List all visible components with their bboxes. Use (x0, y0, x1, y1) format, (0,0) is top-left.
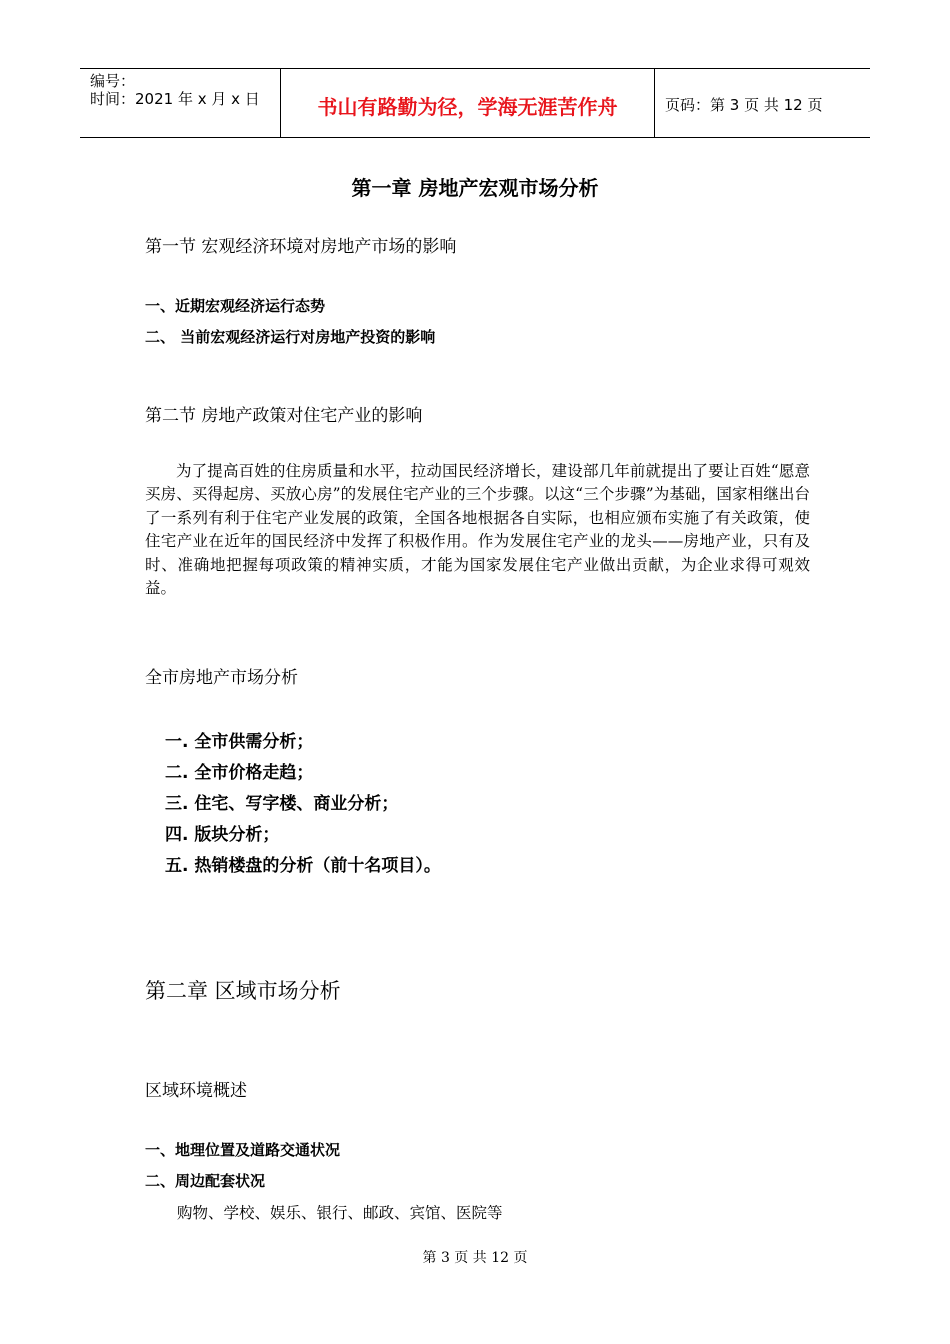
market-item-5: 五. 热销楼盘的分析（前十名项目）。 (165, 856, 441, 876)
chapter2-item-1: 一、地理位置及道路交通状况 (145, 1141, 341, 1159)
market-item-4: 四. 版块分析； (165, 825, 280, 845)
section2-title: 第二节 房地产政策对住宅产业的影响 (145, 406, 423, 426)
motto: 书山有路勤为径，学海无涯苦作舟 (317, 95, 618, 119)
market-item-1: 一. 全市供需分析； (165, 732, 314, 752)
chapter1-title: 第一章 房地产宏观市场分析 (351, 176, 599, 200)
policy-paragraph: 为了提高百姓的住房质量和水平，拉动国民经济增长，建设部几年前就提出了要让百姓“愿意买房、买得起房、买放心房”的发展住宅产业的三个步骤。以这“三个步骤”为基础，国家相继出台了一系列有利于住宅产业发展的政策，全国各地根据各自实际，也相应颁布实施了有关政策，使住宅产业在近年的国民经济中发挥了积极作用。作为发展住宅产业的龙头——房地产业，只有及时、准确地把握每项政策的精神实质，才能为国家发展住宅产业做出贡献，为企业求得可观效益。 (145, 462, 810, 598)
section1-item-1: 一、近期宏观经济运行态势 (145, 297, 326, 315)
market-item-3: 三. 住宅、写字楼、商业分析； (165, 794, 399, 814)
market-item-2: 二. 全市价格走趋； (165, 763, 314, 783)
header-page-cell (655, 69, 870, 137)
header-page-info: 页码：第 3 页 共 12 页 (665, 96, 823, 114)
header-motto-cell (281, 69, 655, 137)
section1-item-2: 二、 当前宏观经济运行对房地产投资的影响 (145, 328, 436, 346)
chapter2-item-2: 二、周边配套状况 (145, 1172, 266, 1190)
footer-page-number: 第 3 页 共 12 页 (422, 1250, 528, 1266)
market-title: 全市房地产市场分析 (145, 668, 298, 688)
facilities-text: 购物、学校、娱乐、银行、邮政、宾馆、医院等 (177, 1204, 503, 1222)
overview-title: 区域环境概述 (145, 1081, 247, 1101)
header-table (80, 68, 870, 138)
header-info-cell (80, 69, 281, 137)
number-label: 编号： (90, 72, 136, 90)
section1-title: 第一节 宏观经济环境对房地产市场的影响 (145, 237, 457, 257)
time-label: 时间：2021 年 x 月 x 日 (90, 90, 260, 108)
chapter2-title: 第二章 区域市场分析 (145, 979, 341, 1003)
